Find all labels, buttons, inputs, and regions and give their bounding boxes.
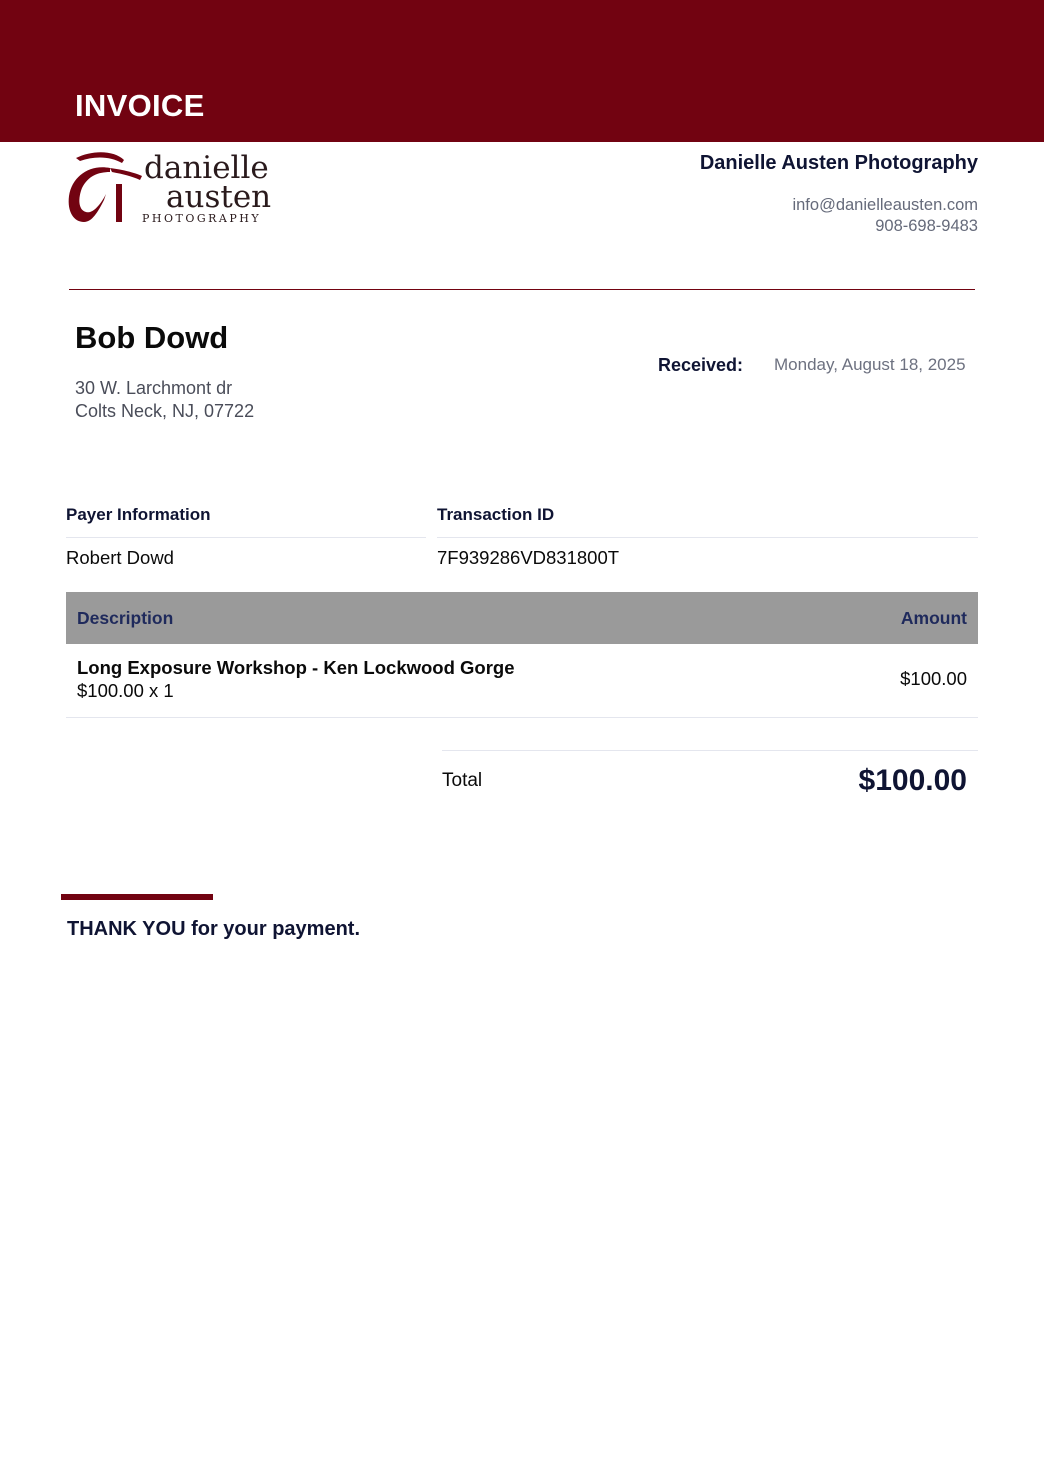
payer-name: Robert Dowd <box>66 547 174 568</box>
business-email[interactable]: info@danielleausten.com <box>792 196 978 214</box>
client-address-line1: 30 W. Larchmont dr <box>75 378 233 398</box>
received-label: Received: <box>658 355 744 375</box>
received-date: Monday, August 18, 2025 <box>774 355 966 374</box>
total-label: Total <box>442 770 483 791</box>
table-row <box>66 645 978 718</box>
items-table-header <box>66 592 978 644</box>
payer-information-header: Payer Information <box>66 505 426 538</box>
company-logo <box>66 150 288 228</box>
client-address <box>75 377 254 423</box>
svg-text:PHOTOGRAPHY: PHOTOGRAPHY <box>142 212 262 225</box>
svg-text:danielle: danielle <box>144 150 269 186</box>
transaction-id-header: Transaction ID <box>437 505 978 538</box>
thank-you-message: THANK YOU for your payment. <box>67 918 360 940</box>
footer-accent-bar <box>61 894 213 900</box>
header-divider <box>69 289 975 290</box>
business-name: Danielle Austen Photography <box>699 152 978 174</box>
item-amount: $100.00 <box>900 668 967 689</box>
business-phone[interactable]: 908-698-9483 <box>875 217 978 235</box>
total-amount: $100.00 <box>858 764 967 797</box>
client-name: Bob Dowd <box>75 320 229 355</box>
transaction-id: 7F939286VD831800T <box>437 547 620 568</box>
invoice-title: INVOICE <box>75 88 205 123</box>
business-contact <box>792 195 978 237</box>
client-address-line2: Colts Neck, NJ, 07722 <box>75 401 255 421</box>
description-column-header: Description <box>77 608 174 628</box>
invoice-header-band <box>0 0 1044 142</box>
item-description: Long Exposure Workshop - Ken Lockwood Gorge <box>77 657 515 678</box>
amount-column-header: Amount <box>900 608 967 628</box>
item-price-quantity: $100.00 x 1 <box>77 680 174 701</box>
total-row <box>442 750 978 811</box>
svg-text:austen: austen <box>166 179 272 215</box>
